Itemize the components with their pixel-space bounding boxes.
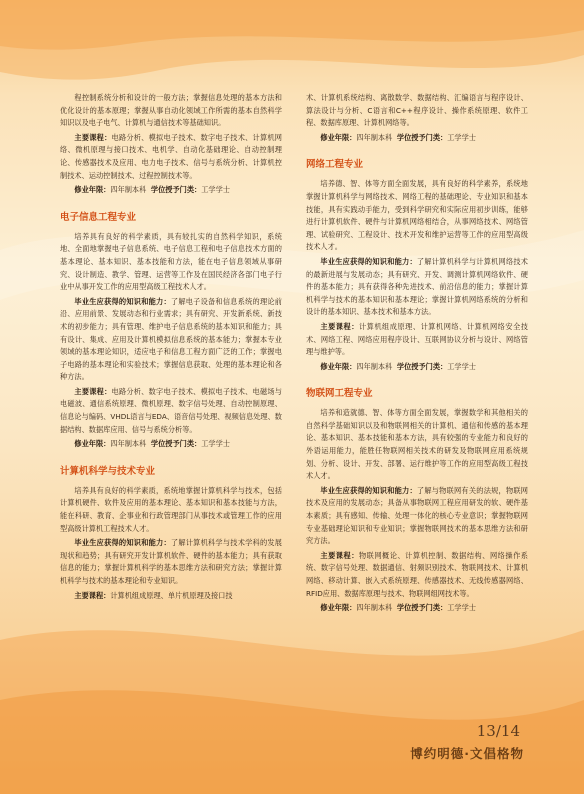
course-label: 主要课程： <box>320 550 359 560</box>
years-value: 四年制本科 <box>356 132 393 142</box>
electronic-info-skills <box>60 296 282 384</box>
course-text: 计算机组成原理、计算机网络、计算机网络安全技术、网络工程、网络应用程序设计、互联网协议分析与设计、网络管理与维护等。 <box>306 321 528 357</box>
section-title-network-engineering: 网络工程专业 <box>306 159 364 171</box>
section-title-iot-engineering: 物联网工程专业 <box>306 388 373 400</box>
course-text: 物联网概论、计算机控制、数据结构、网络操作系统、数字信号处理、数据通信、射频识别技术、物联网技术、计算机网络、移动计算、嵌入式系统原理、传感器技术、无线传感器网络、RFID应用、数据库原理与技术、物联网组网技术等。 <box>306 550 528 598</box>
course-label: 主要课程： <box>74 132 112 142</box>
electronic-info-meta <box>60 438 282 451</box>
skills-text: 了解与物联网有关的法规，物联网技术及应用的发展动态；具备从事物联网工程应用研发的软、硬件基本素质；具有感知、传输、处理一体化的核心专业意识；掌握物联网专业基础理论知识和专业知识；掌握物联网技术的基本思维方法和研究方法。 <box>306 485 528 546</box>
course-text: 电路分析、模拟电子技术、数字电子技术、计算机网络、微机原理与接口技术、电机学、自动化基础理论、自动控制理论、传感器技术及应用、电力电子技术、信号与系统分析、计算机控制技术、运动控制技术、过程控制技术等。 <box>60 132 282 180</box>
automation-courses <box>60 132 282 182</box>
years-value: 四年制本科 <box>110 439 147 449</box>
degree-label: 学位授予门类： <box>396 603 448 613</box>
degree-label: 学位授予门类： <box>150 185 202 195</box>
years-label: 修业年限： <box>320 603 357 613</box>
skills-text: 了解电子设备和信息系统的理论前沿、应用前景、发展动态和行业需求；具有研究、开发新系统、新技术的初步能力；具有管理、维护电子信息系统的基本知识和能力；具有设计、集成、应用及计算机模拟信息系统的基本能力；掌握本专业领域的基本理论知识，适应电子和信息工程方面广泛的工作；掌握电子电路的基本理论和实验技术；掌握信息获取、处理的基本理论和各种方法。 <box>60 296 282 382</box>
years-value: 四年制本科 <box>110 185 147 195</box>
degree-value: 工学学士 <box>447 361 476 371</box>
page-number: 13/14 <box>476 722 520 740</box>
network-engineering-skills <box>306 256 528 319</box>
degree-value: 工学学士 <box>447 603 476 613</box>
years-value: 四年制本科 <box>356 603 393 613</box>
iot-engineering-courses <box>306 550 528 600</box>
skills-label: 毕业生应获得的知识和能力： <box>320 485 417 495</box>
computer-science-skills <box>60 537 282 587</box>
school-motto: 博约明德·文倡格物 <box>410 746 524 761</box>
left-column <box>60 92 282 604</box>
degree-value: 工学学士 <box>201 439 230 449</box>
skills-label: 毕业生应获得的知识和能力： <box>74 538 171 548</box>
network-engineering-intro: 培养德、智、体等方面全面发展，具有良好的科学素养，系统地掌握计算机科学与网络技术、网络工程的基础理论、专业知识和基本技能，具有实践动手能力，受到科学研究和实际应用初步训练，能够进行计算机软件、硬件与计算机网络相结合，从事网络技术、网络管理、试验研究、工程设计、技术开发和维护运营等工作的应用型高级技术人才。 <box>306 179 528 252</box>
iot-engineering-skills <box>306 485 528 548</box>
computer-science-meta <box>306 132 528 145</box>
computer-science-courses <box>60 590 282 603</box>
computer-science-intro: 培养具有良好的科学素质，系统地掌握计算机科学与技术，包括计算机硬件、软件及应用的基本理论、基本知识和基本技能与方法，能在科研、教育、企事业和行政管理部门从事技术或管理工作的应用型高级计算机工程技术人才。 <box>60 485 282 533</box>
years-value: 四年制本科 <box>356 361 393 371</box>
automation-intro-continued: 程控制系统分析和设计的一般方法；掌握信息处理的基本方法和优化设计的基本原理；掌握从事自动化领域工作所需的基本自然科学知识以及电子电气、计算机与通信技术等基础知识。 <box>60 93 282 128</box>
degree-value: 工学学士 <box>201 185 230 195</box>
years-label: 修业年限： <box>74 439 111 449</box>
years-label: 修业年限： <box>320 361 357 371</box>
network-engineering-meta <box>306 361 528 374</box>
skills-text: 了解计算机科学与计算机网络技术的最新进展与发展动态；具有研究、开发、调测计算机网络软件、硬件的基本能力；具有获得各种先进技术、前沿信息的能力；掌握计算机科学与技术的基本知识和基本理论；掌握计算机网络系统的分析和设计的基本知识、基本技术和基本方法。 <box>306 256 528 317</box>
iot-engineering-meta <box>306 602 528 615</box>
electronic-info-intro: 培养具有良好的科学素质，具有较扎实的自然科学知识，系统地、全面地掌握电子信息系统、电子信息工程和电子信息技术方面的基本理论、基本知识、基本技能和方法，能在电子信息领域从事研究、设计制造、教学、管理、运营等工作及在国民经济各部门电子行业中从事开发工作的应用型高级工程技术人才。 <box>60 231 282 292</box>
degree-label: 学位授予门类： <box>396 361 448 371</box>
degree-value: 工学学士 <box>447 132 476 142</box>
course-label: 主要课程： <box>74 386 112 396</box>
degree-label: 学位授予门类： <box>150 439 202 449</box>
course-label: 主要课程： <box>74 590 111 600</box>
automation-meta <box>60 184 282 197</box>
course-text: 电路分析、数字电子技术、模拟电子技术、电磁场与电磁波、通信系统原理、微机原理、数字信号处理、自动控制原理、信息论与编码、VHDL语言与EDA、语音信号处理、视频信息处理、数据结构、数据库应用、信号与系统分析等。 <box>60 386 282 434</box>
section-title-computer-science: 计算机科学与技术专业 <box>60 465 156 477</box>
section-title-electronic-info: 电子信息工程专业 <box>60 211 137 223</box>
right-column <box>306 92 528 619</box>
iot-engineering-intro: 培养和造就德、智、体等方面全面发展，掌握数学和其他相关的自然科学基础知识以及和物联网相关的计算机、通信和传感的基本理论、基本知识、基本技能和基本方法，具有较强的专业能力和良好的外语运用能力，能胜任物联网相关技术的研发及物联网应用系统规划、分析、设计、开发、部署、运行维护等工作的应用型高级工程技术人才。 <box>306 408 528 481</box>
years-label: 修业年限： <box>74 185 111 195</box>
network-engineering-courses <box>306 321 528 359</box>
skills-text: 了解计算机科学与技术学科的发展现状和趋势；具有研究开发计算机软件、硬件的基本能力；具有获取信息的能力；掌握计算机科学的基本思维方法和研究方法；掌握计算机科学与技术的基本理论和专业知识。 <box>60 538 282 585</box>
course-label: 主要课程： <box>320 321 359 331</box>
course-text: 计算机组成原理、单片机原理及接口技 <box>110 590 233 600</box>
computer-science-courses-continued: 术、计算机系统结构、离散数学、数据结构、汇编语言与程序设计、算法设计与分析、C语言和C++程序设计、操作系统原理、软件工程、数据库原理、计算机网络等。 <box>306 93 528 128</box>
skills-label: 毕业生应获得的知识和能力： <box>74 296 171 306</box>
skills-label: 毕业生应获得的知识和能力： <box>320 256 417 266</box>
electronic-info-courses <box>60 386 282 436</box>
years-label: 修业年限： <box>320 132 357 142</box>
degree-label: 学位授予门类： <box>396 132 448 142</box>
